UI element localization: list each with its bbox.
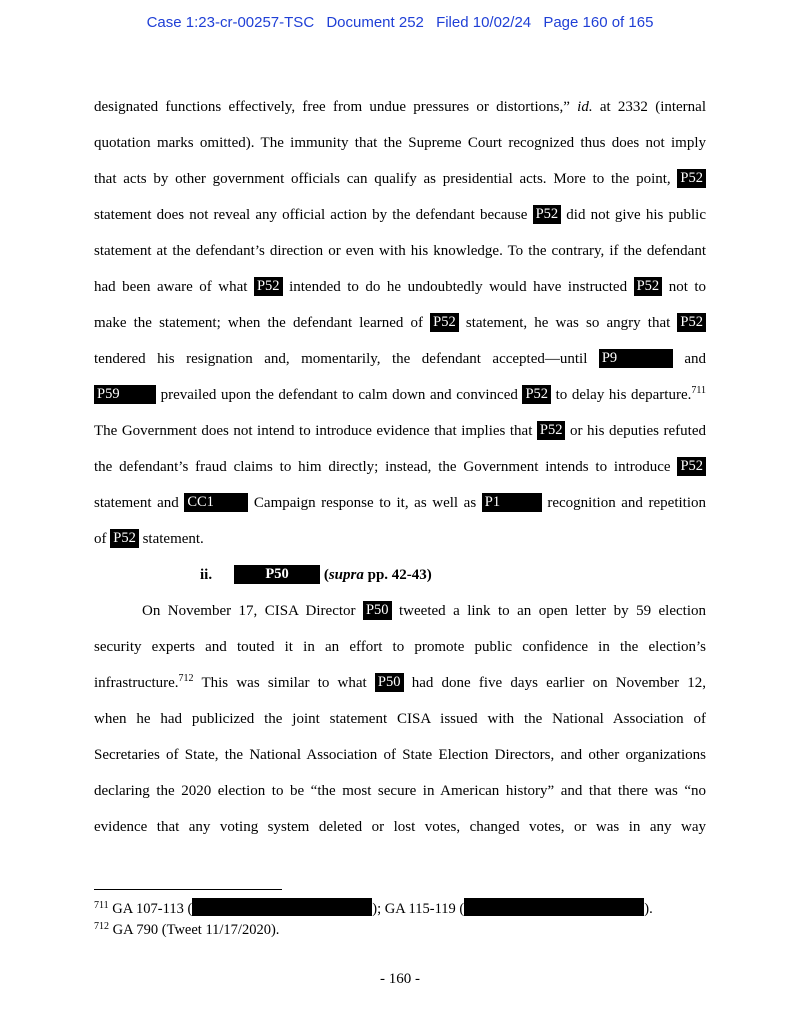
- body-line: statement at the defendant’s direction or even with his knowledge. To the contrary, if the defendant: [94, 243, 706, 259]
- footnote-ref: 712: [178, 673, 194, 684]
- footnote-711: $^{711}$ GA 107-113 ( ); GA 115-119 ( ).: [94, 900, 653, 917]
- redaction-box: P52: [677, 313, 706, 332]
- body-line: The Government does not intend to introduce evidence that implies that P52 or his deputies refuted: [94, 422, 706, 439]
- document-body: [94, 89, 706, 845]
- document-number: Document 252: [326, 14, 424, 31]
- body-line: quotation marks omitted). The immunity that the Supreme Court recognized thus does not imply: [94, 135, 706, 151]
- body-line: evidence that any voting system deleted or lost votes, changed votes, or was in any way: [94, 819, 706, 835]
- page-number: - 160 -: [380, 971, 420, 987]
- footnote-divider: [94, 889, 282, 890]
- redaction-box: P52: [533, 205, 562, 224]
- case-number: Case 1:23-cr-00257-TSC: [146, 14, 315, 31]
- redaction-box: P50: [375, 673, 404, 692]
- footnote-ref: 711: [691, 385, 707, 396]
- redaction-box: P52: [634, 277, 663, 296]
- body-line: designated functions effectively, free from undue pressures or distortions,” id. at 2332 (internal: [94, 99, 707, 115]
- redaction-box: P52: [254, 277, 283, 296]
- body-line: Secretaries of State, the National Association of State Election Directors, and other organizations: [94, 747, 706, 763]
- redaction-box: P52: [430, 313, 459, 332]
- redaction-box: P52: [677, 457, 706, 476]
- body-line: of P52 statement.: [94, 530, 204, 547]
- redaction-box: [464, 898, 644, 916]
- body-line: had been aware of what P52 intended to do he undoubtedly would have instructed P52 not to: [94, 278, 707, 295]
- body-line: when he had publicized the joint statement CISA issued with the National Association of: [94, 711, 706, 727]
- body-line: statement and CC1 Campaign response to it, as well as P1 recognition and repetition: [94, 494, 707, 511]
- body-line: the defendant’s fraud claims to him directly; instead, the Government intends to introduce P52: [94, 449, 706, 485]
- redaction-box: P52: [522, 385, 551, 404]
- redaction-box: P50: [234, 565, 320, 584]
- body-line: statement does not reveal any official action by the defendant because P52 did not give his public: [94, 206, 706, 223]
- body-line: declaring the 2020 election to be “the most secure in American history” and that there was “no: [94, 783, 706, 799]
- footnote-712: $^{712}$ GA 790 (Tweet 11/17/2020).: [94, 921, 280, 938]
- redaction-box: P52: [677, 169, 706, 188]
- page-of-total: Page 160 of 165: [543, 14, 654, 31]
- footnotes: [94, 898, 706, 941]
- body-line: infrastructure.$^{712}$ This was similar to what P50 had done five days earlier on November 12,: [94, 673, 707, 691]
- section-heading: ii. P50 (supra pp. 42-43): [200, 566, 432, 583]
- body-line: tendered his resignation and, momentarily, the defendant accepted—until P9 and: [94, 350, 707, 367]
- body-line: P59 prevailed upon the defendant to calm down and convinced P52 to delay his departure.$^{711}$: [94, 377, 706, 413]
- redaction-box: CC1: [184, 493, 248, 512]
- redaction-box: P1: [482, 493, 542, 512]
- body-line: that acts by other government officials can qualify as presidential acts. More to the point, P52: [94, 161, 706, 197]
- redaction-box: P59: [94, 385, 156, 404]
- filed-date: Filed 10/02/24: [436, 14, 532, 31]
- redaction-box: P52: [537, 421, 566, 440]
- body-line: security experts and touted it in an effort to promote public confidence in the election’s: [94, 639, 706, 655]
- redaction-box: P50: [363, 601, 392, 620]
- redaction-box: P9: [599, 349, 673, 368]
- body-line: make the statement; when the defendant learned of P52 statement, he was so angry that P52: [94, 305, 706, 341]
- case-header: [0, 14, 800, 31]
- redaction-box: P52: [110, 529, 139, 548]
- body-line: On November 17, CISA Director P50 tweeted a link to an open letter by 59 election: [142, 602, 706, 619]
- redaction-box: [192, 898, 372, 916]
